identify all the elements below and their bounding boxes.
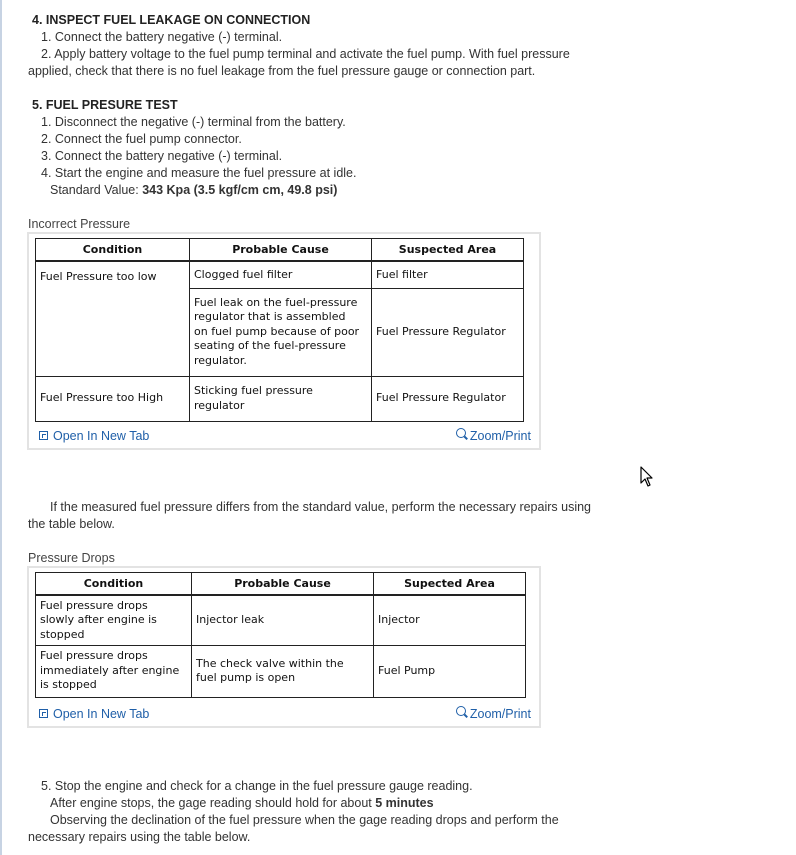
cell-line: regulator	[194, 398, 245, 412]
cell-line: immediately after engine	[40, 663, 180, 677]
table-cell: Fuel Pressure Regulator	[372, 288, 524, 376]
hold-time	[50, 795, 434, 811]
cell-line: Sticking fuel pressure	[194, 384, 313, 397]
cell-line: on fuel pump because of poor	[194, 324, 360, 338]
section-5-step-3: 3. Connect the battery negative (-) terminal.	[41, 149, 283, 163]
table-cell: Fuel Pressure too High	[36, 376, 190, 421]
cell-line: The check valve within the	[196, 656, 344, 670]
table-cell	[192, 645, 374, 697]
standard-value-label: Standard Value:	[50, 183, 143, 197]
pressure-drops-table	[35, 572, 526, 698]
table-header: Supected Area	[374, 573, 526, 596]
cell-line: is stopped	[40, 678, 97, 692]
table-cell	[190, 288, 372, 376]
open-new-tab-icon	[39, 709, 48, 718]
figure-footer	[29, 705, 535, 725]
middle-paragraph-line-2: the table below.	[28, 517, 115, 531]
open-in-new-tab-link[interactable]	[39, 707, 149, 721]
table-cell: Fuel Pump	[374, 645, 526, 697]
cell-line: stopped	[40, 627, 85, 641]
table-cell: Fuel filter	[372, 261, 524, 288]
left-border	[0, 0, 2, 855]
figure-footer	[29, 427, 535, 447]
table-2-caption: Pressure Drops	[28, 551, 115, 565]
zoom-print-label: Zoom/Print	[469, 429, 531, 443]
middle-paragraph-line-1: If the measured fuel pressure differs from the standard value, perform the necessary repairs using	[50, 500, 592, 514]
table-cell: Fuel Pressure too low	[36, 261, 190, 376]
hold-time-label: After engine stops, the gage reading should hold for about	[50, 796, 376, 810]
cell-line: Fuel leak on the fuel-pressure	[194, 295, 358, 309]
open-in-new-tab-label: Open In New Tab	[53, 707, 150, 721]
incorrect-pressure-table	[35, 238, 524, 422]
step-5: 5. Stop the engine and check for a change in the fuel pressure gauge reading.	[41, 779, 473, 793]
observation-line-1: Observing the declination of the fuel pressure when the gage reading drops and perform the	[50, 813, 559, 827]
section-5-step-2: 2. Connect the fuel pump connector.	[41, 132, 242, 146]
open-new-tab-icon	[39, 431, 48, 440]
cell-line: Fuel pressure drops	[40, 649, 148, 663]
zoom-print-link[interactable]	[456, 707, 531, 721]
table-cell	[36, 645, 192, 697]
section-4-step-2: 2. Apply battery voltage to the fuel pump terminal and activate the fuel pump. With fuel pressure	[41, 47, 570, 61]
open-in-new-tab-label: Open In New Tab	[53, 429, 150, 443]
zoom-print-label: Zoom/Print	[469, 707, 531, 721]
incorrect-pressure-figure	[27, 232, 541, 450]
observation-line-2: necessary repairs using the table below.	[28, 830, 251, 844]
section-5-step-4: 4. Start the engine and measure the fuel pressure at idle.	[41, 166, 357, 180]
table-cell: Injector	[374, 595, 526, 645]
section-5-heading: 5. FUEL PRESURE TEST	[32, 98, 178, 112]
table-header: Probable Cause	[192, 573, 374, 596]
table-header: Probable Cause	[190, 239, 372, 262]
table-cell: Fuel Pressure Regulator	[372, 376, 524, 421]
zoom-icon	[456, 428, 466, 438]
cell-line: slowly after engine is	[40, 613, 157, 626]
standard-value-number: 343 Kpa (3.5 kgf/cm cm, 49.8 psi)	[142, 183, 338, 197]
section-4-step-1: 1. Connect the battery negative (-) terminal.	[41, 30, 283, 44]
table-header: Condition	[36, 573, 192, 596]
cell-line: regulator.	[194, 353, 247, 367]
table-cell	[190, 376, 372, 421]
table-header: Condition	[36, 239, 190, 262]
table-cell: Injector leak	[192, 595, 374, 645]
section-4-step-2-cont: applied, check that there is no fuel leakage from the fuel pressure gauge or connection part.	[28, 64, 536, 78]
cell-line: fuel pump is open	[196, 671, 296, 684]
mouse-cursor-icon	[640, 466, 654, 488]
zoom-print-link[interactable]	[456, 429, 531, 443]
table-1-caption: Incorrect Pressure	[28, 217, 131, 231]
cell-line: Fuel pressure drops	[40, 598, 148, 612]
standard-value	[50, 182, 337, 198]
zoom-icon	[456, 706, 466, 716]
pressure-drops-figure	[27, 566, 541, 728]
open-in-new-tab-link[interactable]	[39, 429, 149, 443]
section-4-heading: 4. INSPECT FUEL LEAKAGE ON CONNECTION	[32, 13, 311, 27]
section-5-step-1: 1. Disconnect the negative (-) terminal from the battery.	[41, 115, 346, 129]
cell-line: seating of the fuel-pressure	[194, 339, 346, 353]
hold-time-value: 5 minutes	[375, 796, 434, 810]
table-header: Suspected Area	[372, 239, 524, 262]
table-cell: Clogged fuel filter	[190, 261, 372, 288]
table-cell	[36, 595, 192, 645]
cell-line: regulator that is assembled	[194, 310, 346, 324]
